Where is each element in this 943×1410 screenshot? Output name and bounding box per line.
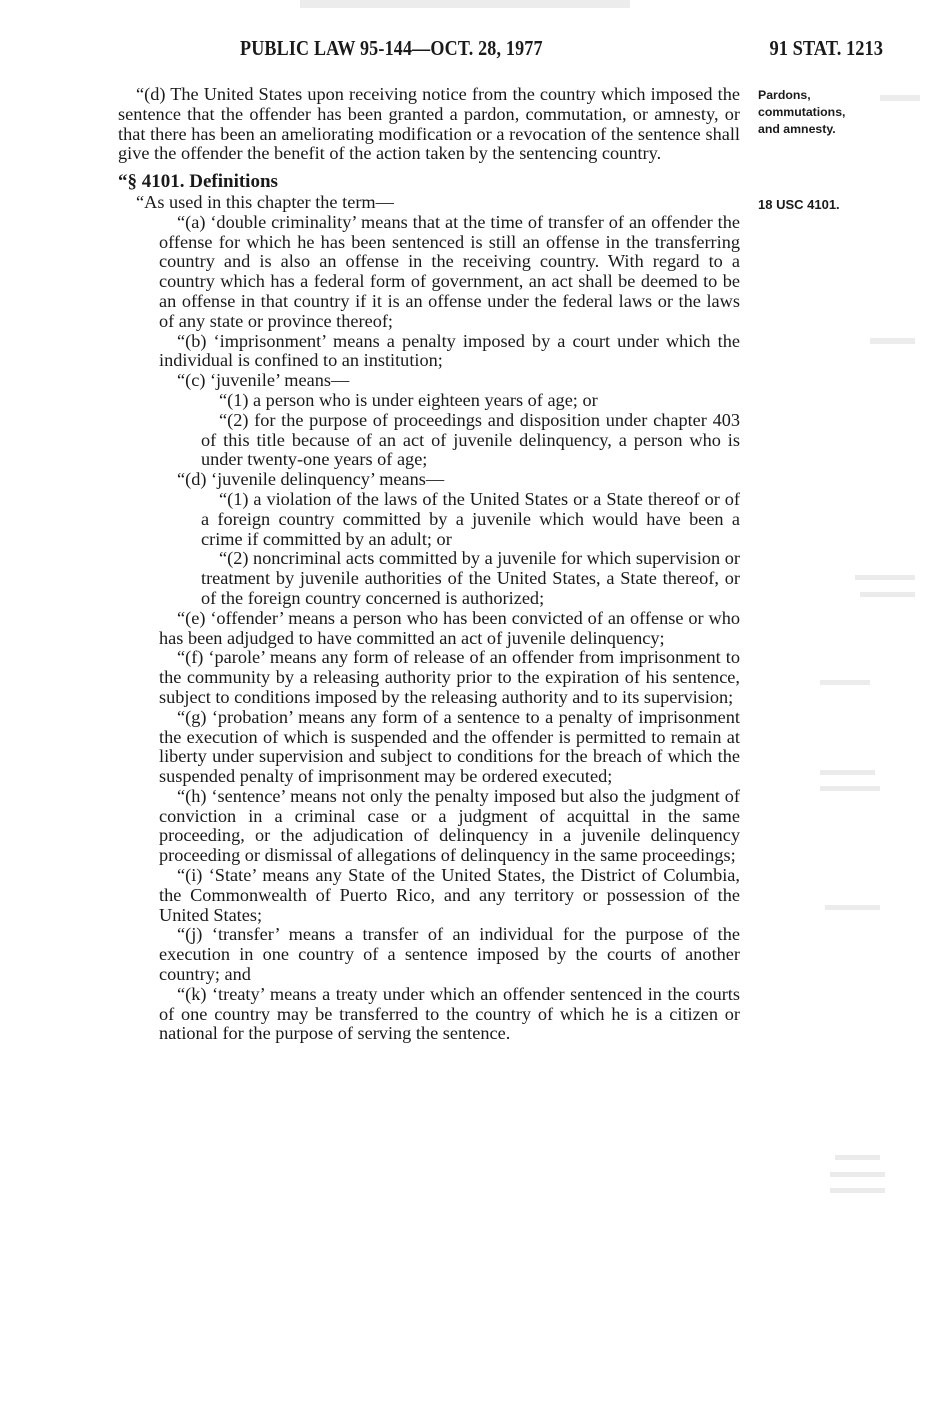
definition-juvenile-clause-2: “(2) for the purpose of proceedings and disposition under chapter 403 of this title because of an act of juvenile delinquency, a person who is under twenty-one years of age; [201,409,740,470]
definition-delinquency-clause-1: “(1) a violation of the laws of the United States or a State thereof or of a foreign country committed by a juvenile which would have been a crime if committed by an adult; or [201,488,740,549]
definition-probation: “(g) ‘probation’ means any form of a sentence to a penalty of imprisonment the execution of which is suspended and the offender is permitted to remain at liberty under supervision and subject to conditions for the breach of which the suspended penalty of imprisonment may be ordered executed; [159,706,740,787]
definition-parole: “(f) ‘parole’ means any form of release of an offender from imprisonment to the community by a releasing authority prior to the expiration of his sentence, subject to conditions imposed by the releasing authority and to its supervision; [159,647,740,707]
paragraph-d-pardons: “(d) The United States upon receiving notice from the country which imposed the sentence that the offender has been granted a pardon, commutation, or amnesty, or that there has been an ameliorating modification or a revocation of the sentence shall give the offender the benefit of the action taken by the sentencing country. [118,84,740,164]
definition-state: “(i) ‘State’ means any State of the United States, the District of Columbia, the Commonwealth of Puerto Rico, and any territory or possession of the United States; [159,865,740,925]
header-stat-citation: 91 STAT. 1213 [769,36,883,60]
definition-juvenile: “(c) ‘juvenile’ means— [177,370,350,391]
definition-treaty: “(k) ‘treaty’ means a treaty under which an offender sentenced in the courts of one country may be transferred to the country of which he is a citizen or national for the purpose of serving the sentence. [159,983,740,1044]
definition-offender: “(e) ‘offender’ means a person who has been convicted of an offense or who has been adjudged to have committed an act of juvenile delinquency; [159,607,740,648]
definitions-intro: “As used in this chapter the term— [136,191,394,212]
definition-imprisonment: “(b) ‘imprisonment’ means a penalty imposed by a court under which the individual is confined to an institution; [159,330,740,371]
definition-sentence: “(h) ‘sentence’ means not only the penalty imposed but also the judgment of conviction in a criminal case or a judgment of acquittal in the same proceeding, or the adjudication of delinquency in a juvenile delinquency proceeding or dismissal of allegations of delinquency in the same proceedings; [159,785,740,866]
section-heading: “§ 4101. Definitions [118,171,278,193]
definition-juvenile-clause-1: “(1) a person who is under eighteen years of age; or [219,389,598,410]
header-title: PUBLIC LAW 95-144—OCT. 28, 1977 [240,36,543,60]
definition-delinquency-clause-2: “(2) noncriminal acts committed by a juvenile for which supervision or treatment by juvenile authorities of the United States, a State thereof, or of the foreign country concerned is authorized; [201,548,740,608]
margin-note-pardons: Pardons, commutations, and amnesty. [758,88,846,136]
statute-text [118,85,740,1044]
definition-double-criminality: “(a) ‘double criminality’ means that at the time of transfer of an offender the offense for which he has been sentenced is still an offense in the transferring country and is also an offense in the receiving country. With regard to a country which has a federal form of government, an act shall be deemed to be an offense in that country if it is an offense under the federal laws or the laws of any state or province thereof; [159,211,740,331]
definition-transfer: “(j) ‘transfer’ means a transfer of an individual for the purpose of the execution in one country of a sentence imposed by the courts of another country; and [159,924,740,985]
definition-juvenile-delinquency: “(d) ‘juvenile delinquency’ means— [177,469,445,490]
margin-note-usc: 18 USC 4101. [758,197,840,212]
